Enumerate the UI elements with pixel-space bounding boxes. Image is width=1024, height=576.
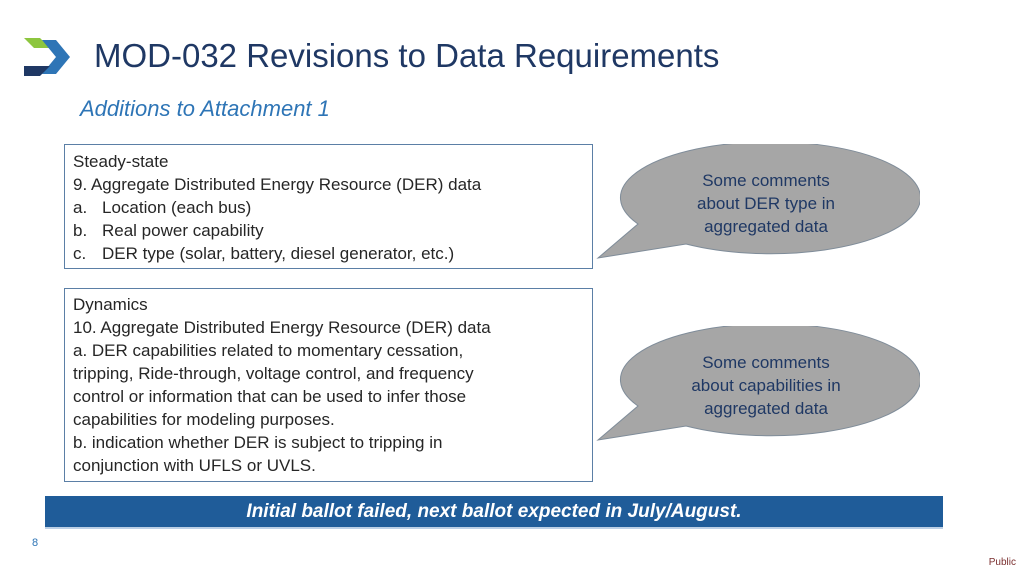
dynamics-line: conjunction with UFLS or UVLS. [73, 456, 316, 475]
page-title: MOD-032 Revisions to Data Requirements [94, 37, 720, 74]
company-logo-icon [24, 38, 76, 76]
steady-state-box [64, 144, 593, 269]
steady-state-heading: Steady-state [73, 152, 169, 171]
steady-state-item: 9. Aggregate Distributed Energy Resource (DER) data [73, 175, 482, 194]
dynamics-box [64, 288, 593, 482]
page-subtitle: Additions to Attachment 1 [80, 96, 330, 121]
dynamics-line: a. DER capabilities related to momentary cessation, [73, 341, 464, 360]
classification-label: Public [988, 557, 1016, 568]
list-item: b. Real power capability [73, 221, 264, 240]
ballot-status-banner: Initial ballot failed, next ballot expected in July/August. [45, 496, 943, 529]
dynamics-line: 10. Aggregate Distributed Energy Resource (DER) data [73, 318, 491, 337]
capabilities-callout: Some comments about capabilities in aggregated data [596, 326, 920, 446]
der-type-callout: Some comments about DER type in aggregated data [596, 144, 920, 264]
list-item: a. Location (each bus) [73, 198, 252, 217]
page-number: 8 [32, 537, 39, 549]
dynamics-line: capabilities for modeling purposes. [73, 410, 335, 429]
list-item: c. DER type (solar, battery, diesel generator, etc.) [73, 244, 455, 263]
dynamics-heading: Dynamics [73, 295, 148, 314]
dynamics-line: b. indication whether DER is subject to tripping in [73, 433, 443, 452]
dynamics-line: tripping, Ride-through, voltage control, and frequency [73, 364, 474, 383]
dynamics-line: control or information that can be used to infer those [73, 387, 467, 406]
